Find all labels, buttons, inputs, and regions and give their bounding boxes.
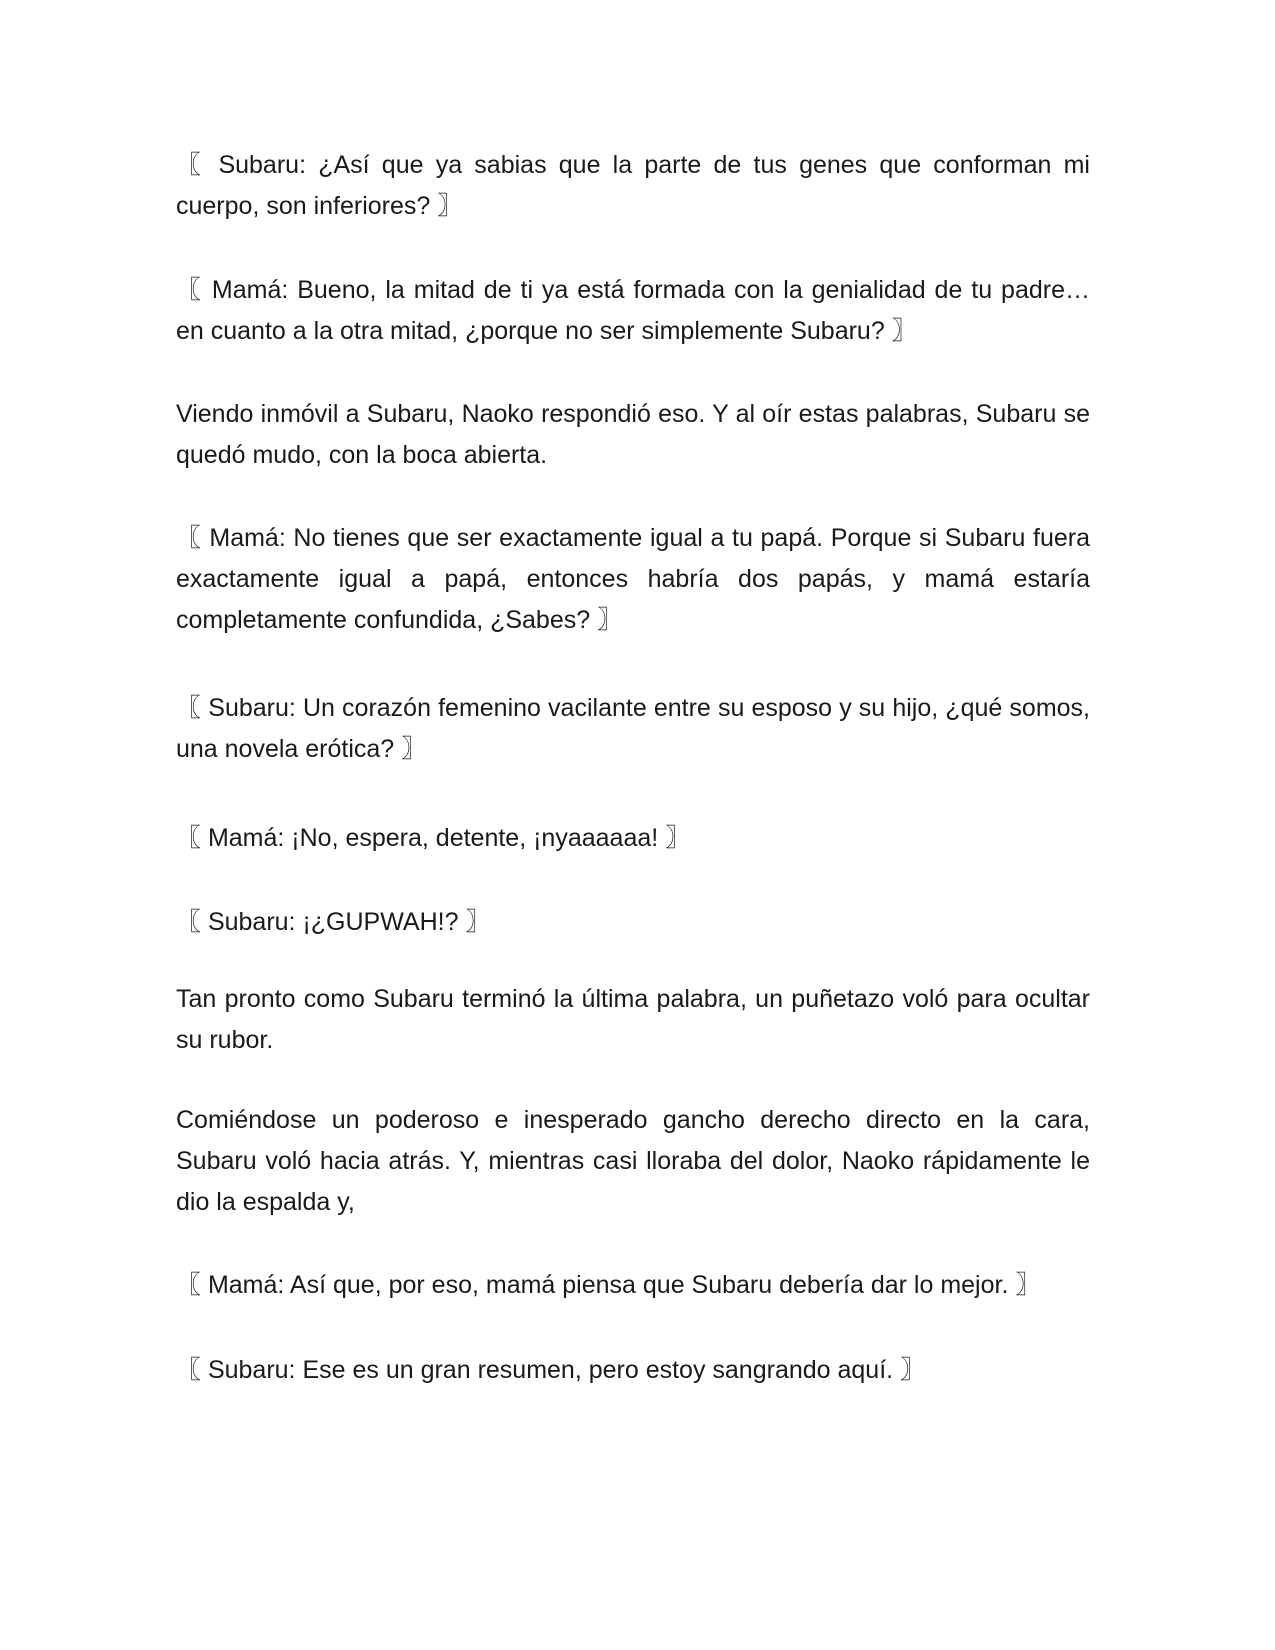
paragraph-7: 〖 Subaru: ¡¿GUPWAH!? 〗: [176, 908, 491, 936]
paragraph-8: Tan pronto como Subaru terminó la última palabra, un puñetazo voló para ocultar su rubor.: [176, 985, 1090, 1054]
paragraph-6: 〖 Mamá: ¡No, espera, detente, ¡nyaaaaaa! 〗: [176, 824, 691, 852]
paragraph-3: Viendo inmóvil a Subaru, Naoko respondió eso. Y al oír estas palabras, Subaru se quedó mudo, con la boca abierta.: [176, 400, 1090, 469]
paragraph-4: 〖 Mamá: No tienes que ser exactamente igual a tu papá. Porque si Subaru fuera exactamente igual a papá, entonces habría dos papás, y mamá estaría completamente confundida, ¿Sabes? 〗: [176, 524, 1090, 634]
paragraph-9: Comiéndose un poderoso e inesperado gancho derecho directo en la cara, Subaru voló hacia atrás. Y, mientras casi lloraba del dolor, Naoko rápidamente le dio la espalda y,: [176, 1106, 1090, 1216]
paragraph-1: 〖 Subaru: ¿Así que ya sabias que la parte de tus genes que conforman mi cuerpo, son inferiores? 〗: [176, 151, 1090, 220]
paragraph-10: 〖 Mamá: Así que, por eso, mamá piensa que Subaru debería dar lo mejor. 〗: [176, 1271, 1041, 1299]
paragraph-2: 〖 Mamá: Bueno, la mitad de ti ya está formada con la genialidad de tu padre… en cuanto a la otra mitad, ¿porque no ser simplemente Subaru? 〗: [176, 276, 1090, 345]
paragraph-5: 〖 Subaru: Un corazón femenino vacilante entre su esposo y su hijo, ¿qué somos, una novela erótica? 〗: [176, 694, 1090, 763]
paragraph-11: 〖 Subaru: Ese es un gran resumen, pero estoy sangrando aquí. 〗: [176, 1356, 926, 1384]
